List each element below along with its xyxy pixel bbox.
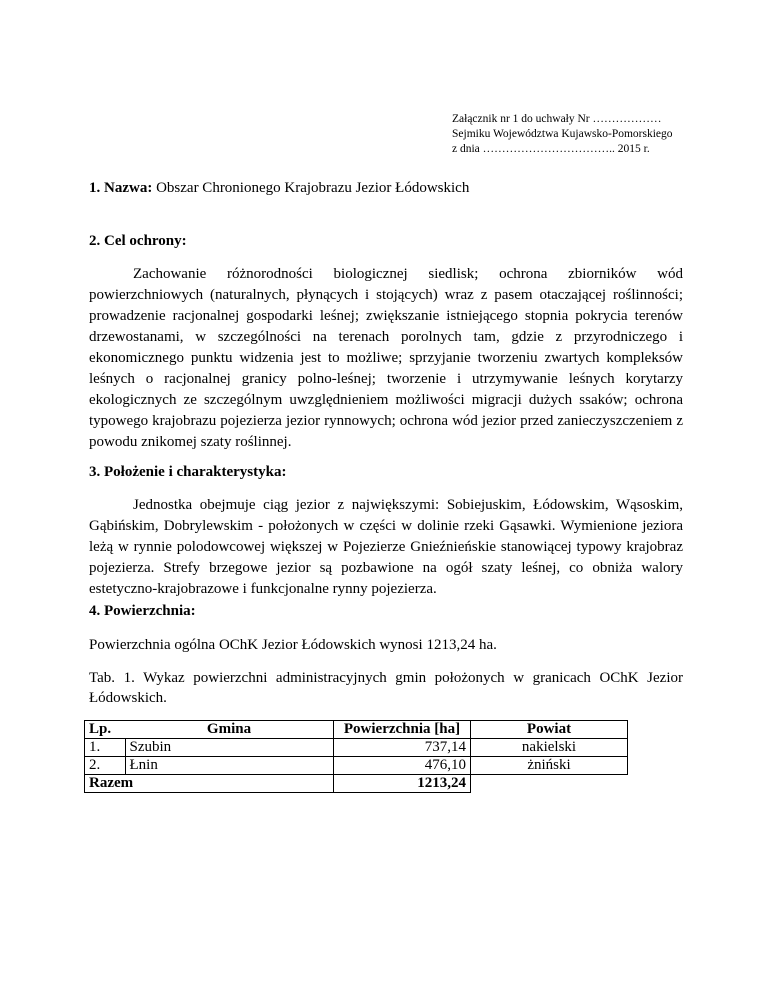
header-lp: Lp. (85, 721, 126, 739)
cell-area: 476,10 (334, 757, 471, 775)
section-1-text: Obszar Chronionego Krajobrazu Jezior Łódowskich (156, 180, 470, 196)
table-header-row (85, 721, 628, 739)
total-area: 1213,24 (334, 775, 471, 793)
section-1-label: 1. Nazwa: (89, 180, 153, 196)
section-4-label: 4. Powierzchnia: (89, 603, 196, 619)
section-3-label: 3. Położenie i charakterystyka: (89, 464, 287, 480)
cell-powiat: żniński (471, 757, 628, 775)
table-caption: Tab. 1. Wykaz powierzchni administracyjnych gmin położonych w granicach OChK Jezior Łódowskich. (89, 670, 683, 706)
section-2-label: 2. Cel ochrony: (89, 233, 187, 249)
header-line-1: Załącznik nr 1 do uchwały Nr ……………… (452, 113, 662, 125)
header-powiat: Powiat (471, 721, 628, 739)
total-label: Razem (85, 775, 334, 793)
section-2-text: Zachowanie różnorodności biologicznej siedlisk; ochrona zbiorników wód powierzchniowych (naturalnych, płynących i stojących) wraz z pasem otaczającej roślinności; prowadzenie racjonalnej gospodarki leśnej; zwiększanie istniejącego stopnia pokrycia terenów drzewostanami, w szczególności na terenach porolnych tam, gdzie z przyrodniczego i ekonomicznego punktu widzenia jest to możliwe; sprzyjanie tworzeniu zwartych kompleksów leśnych o racjonalnej granicy polno-leśnej; tworzenie i utrzymywanie leśnych korytarzy ekologicznych ze szczególnym uwzględnieniem możliwości migracji dużych ssaków; ochrona typowego krajobrazu pojezierza jezior rynnowych; ochrona wód jezior przed zanieczyszczeniem z powodu znikomej szaty roślinnej. (89, 266, 683, 450)
table-total-row (85, 775, 628, 793)
header-line-3: z dnia …………………………….. 2015 r. (452, 143, 650, 155)
header-line-2: Sejmiku Województwa Kujawsko-Pomorskiego (452, 128, 673, 140)
section-1 (89, 180, 683, 197)
document-header (452, 112, 673, 157)
header-gmina: Gmina (125, 721, 334, 739)
cell-lp: 2. (85, 757, 126, 775)
cell-gmina: Łnin (125, 757, 334, 775)
area-table (84, 720, 628, 793)
cell-gmina: Szubin (125, 739, 334, 757)
cell-lp: 1. (85, 739, 126, 757)
section-3-text: Jednostka obejmuje ciąg jezior z największymi: Sobiejuskim, Łódowskim, Wąsoskim, Gąbińskim, Dobrylewskim - położonych w części w dolinie rzeki Gąsawki. Wymienione jeziora leżą w rynnie polodowcowej większej w Pojezierze Gnieźnieńskie stanowiącej typowy krajobraz pojezierza. Strefy brzegowe jezior są pozbawione na ogół szaty leśnej, co obniża walory estetyczno-krajobrazowe i funkcjonalne rynny pojezierza. (89, 497, 683, 597)
table-row (85, 739, 628, 757)
header-area: Powierzchnia [ha] (334, 721, 471, 739)
section-4-text: Powierzchnia ogólna OChK Jezior Łódowskich wynosi 1213,24 ha. (89, 637, 497, 653)
table-row (85, 757, 628, 775)
total-empty-cell (471, 775, 628, 793)
cell-powiat: nakielski (471, 739, 628, 757)
cell-area: 737,14 (334, 739, 471, 757)
